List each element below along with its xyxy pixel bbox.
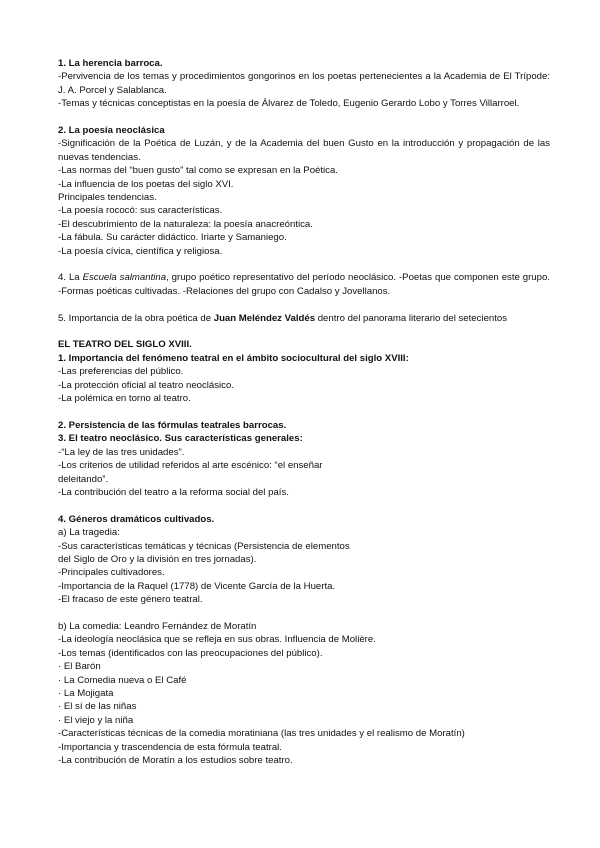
list-item: -La fábula. Su carácter didáctico. Iriarte y Samaniego.: [58, 232, 287, 244]
subheading: a) La tragedia:: [58, 527, 120, 539]
paragraph: -Temas y técnicas conceptistas en la poesía de Álvarez de Toledo, Eugenio Gerardo Lobo y Torres Villarroel.: [58, 98, 520, 110]
list-item: -La poesía cívica, científica y religiosa.: [58, 245, 223, 257]
list-item: -El descubrimiento de la naturaleza: la poesía anacreóntica.: [58, 218, 313, 230]
list-item: -“La ley de las tres unidades”.: [58, 446, 185, 458]
subheading: b) La comedia: Leandro Fernández de Moratín: [58, 620, 257, 632]
list-item: · El viejo y la niña: [58, 714, 134, 726]
paragraph-escuela-salmantina: 4. La Escuela salmantina, grupo poético representativo del período neoclásico. -Poetas que componen este grupo. -Formas poéticas cultivadas. -Relaciones del grupo con Cadalso y Jovellanos.: [58, 272, 550, 297]
list-item: · La Mojigata: [58, 687, 114, 699]
subheading: Principales tendencias.: [58, 192, 157, 204]
list-item: -Las normas del “buen gusto” tal como se expresan en la Poética.: [58, 165, 338, 177]
list-item: -La polémica en torno al teatro.: [58, 393, 191, 405]
section-heading: 2. Persistencia de las fórmulas teatrales barrocas.: [58, 419, 287, 431]
paragraph: -Pervivencia de los temas y procedimientos gongorinos en los poetas pertenecientes a la Academia de El Trípode: J. A. Porcel y Salablanca.: [58, 71, 550, 96]
bold-name: Juan Meléndez Valdés: [213, 312, 316, 324]
list-item: -El fracaso de este género teatral.: [58, 594, 203, 606]
list-item: -Características técnicas de la comedia moratiniana (las tres unidades y el realismo de Moratín): [58, 728, 465, 740]
list-item: -Las preferencias del público.: [58, 366, 184, 378]
list-item: -Importancia de la Raquel (1778) de Vicente García de la Huerta.: [58, 580, 336, 592]
section-heading: 3. El teatro neoclásico. Sus características generales:: [58, 433, 303, 445]
list-item: deleitando”.: [58, 473, 109, 485]
section-heading: 4. Géneros dramáticos cultivados.: [58, 513, 215, 525]
section-heading: 1. La herencia barroca.: [58, 58, 163, 69]
list-item: · La Comedia nueva o El Café: [58, 674, 187, 686]
section-title: EL TEATRO DEL SIGLO XVIII.: [58, 339, 192, 351]
list-item: -La contribución de Moratín a los estudios sobre teatro.: [58, 755, 293, 767]
list-item: · El Barón: [58, 661, 101, 673]
list-item: -La influencia de los poetas del siglo XVI.: [58, 178, 234, 190]
document-page: [58, 57, 550, 767]
list-item: -Principales cultivadores.: [58, 567, 165, 579]
list-item: · El sí de las niñas: [58, 701, 137, 713]
section-heading: 2. La poesía neoclásica: [58, 125, 165, 137]
list-item: -Los temas (identificados con las preocupaciones del público).: [58, 647, 323, 659]
list-item: -La poesía rococó: sus características.: [58, 205, 223, 217]
list-item: -Los criterios de utilidad referidos al arte escénico: “el enseñar: [58, 460, 323, 472]
paragraph-melendez-valdes: 5. Importancia de la obra poética de Juan Meléndez Valdés dentro del panorama literario del setecientos: [58, 312, 508, 324]
list-item: del Siglo de Oro y la división en tres jornadas).: [58, 553, 257, 565]
italic-term: Escuela salmantina: [82, 272, 167, 284]
paragraph: -Significación de la Poética de Luzán, y de la Academia del buen Gusto en la introducción y propagación de las nuevas tendencias.: [58, 138, 550, 163]
list-item: -La protección oficial al teatro neoclásico.: [58, 379, 234, 391]
list-item: -La ideología neoclásica que se refleja en sus obras. Influencia de Molière.: [58, 634, 376, 646]
section-heading: 1. Importancia del fenómeno teatral en el ámbito sociocultural del siglo XVIII:: [58, 352, 409, 364]
list-item: -La contribución del teatro a la reforma social del país.: [58, 486, 289, 498]
list-item: -Sus características temáticas y técnicas (Persistencia de elementos: [58, 540, 350, 552]
list-item: -Importancia y trascendencia de esta fórmula teatral.: [58, 741, 282, 753]
